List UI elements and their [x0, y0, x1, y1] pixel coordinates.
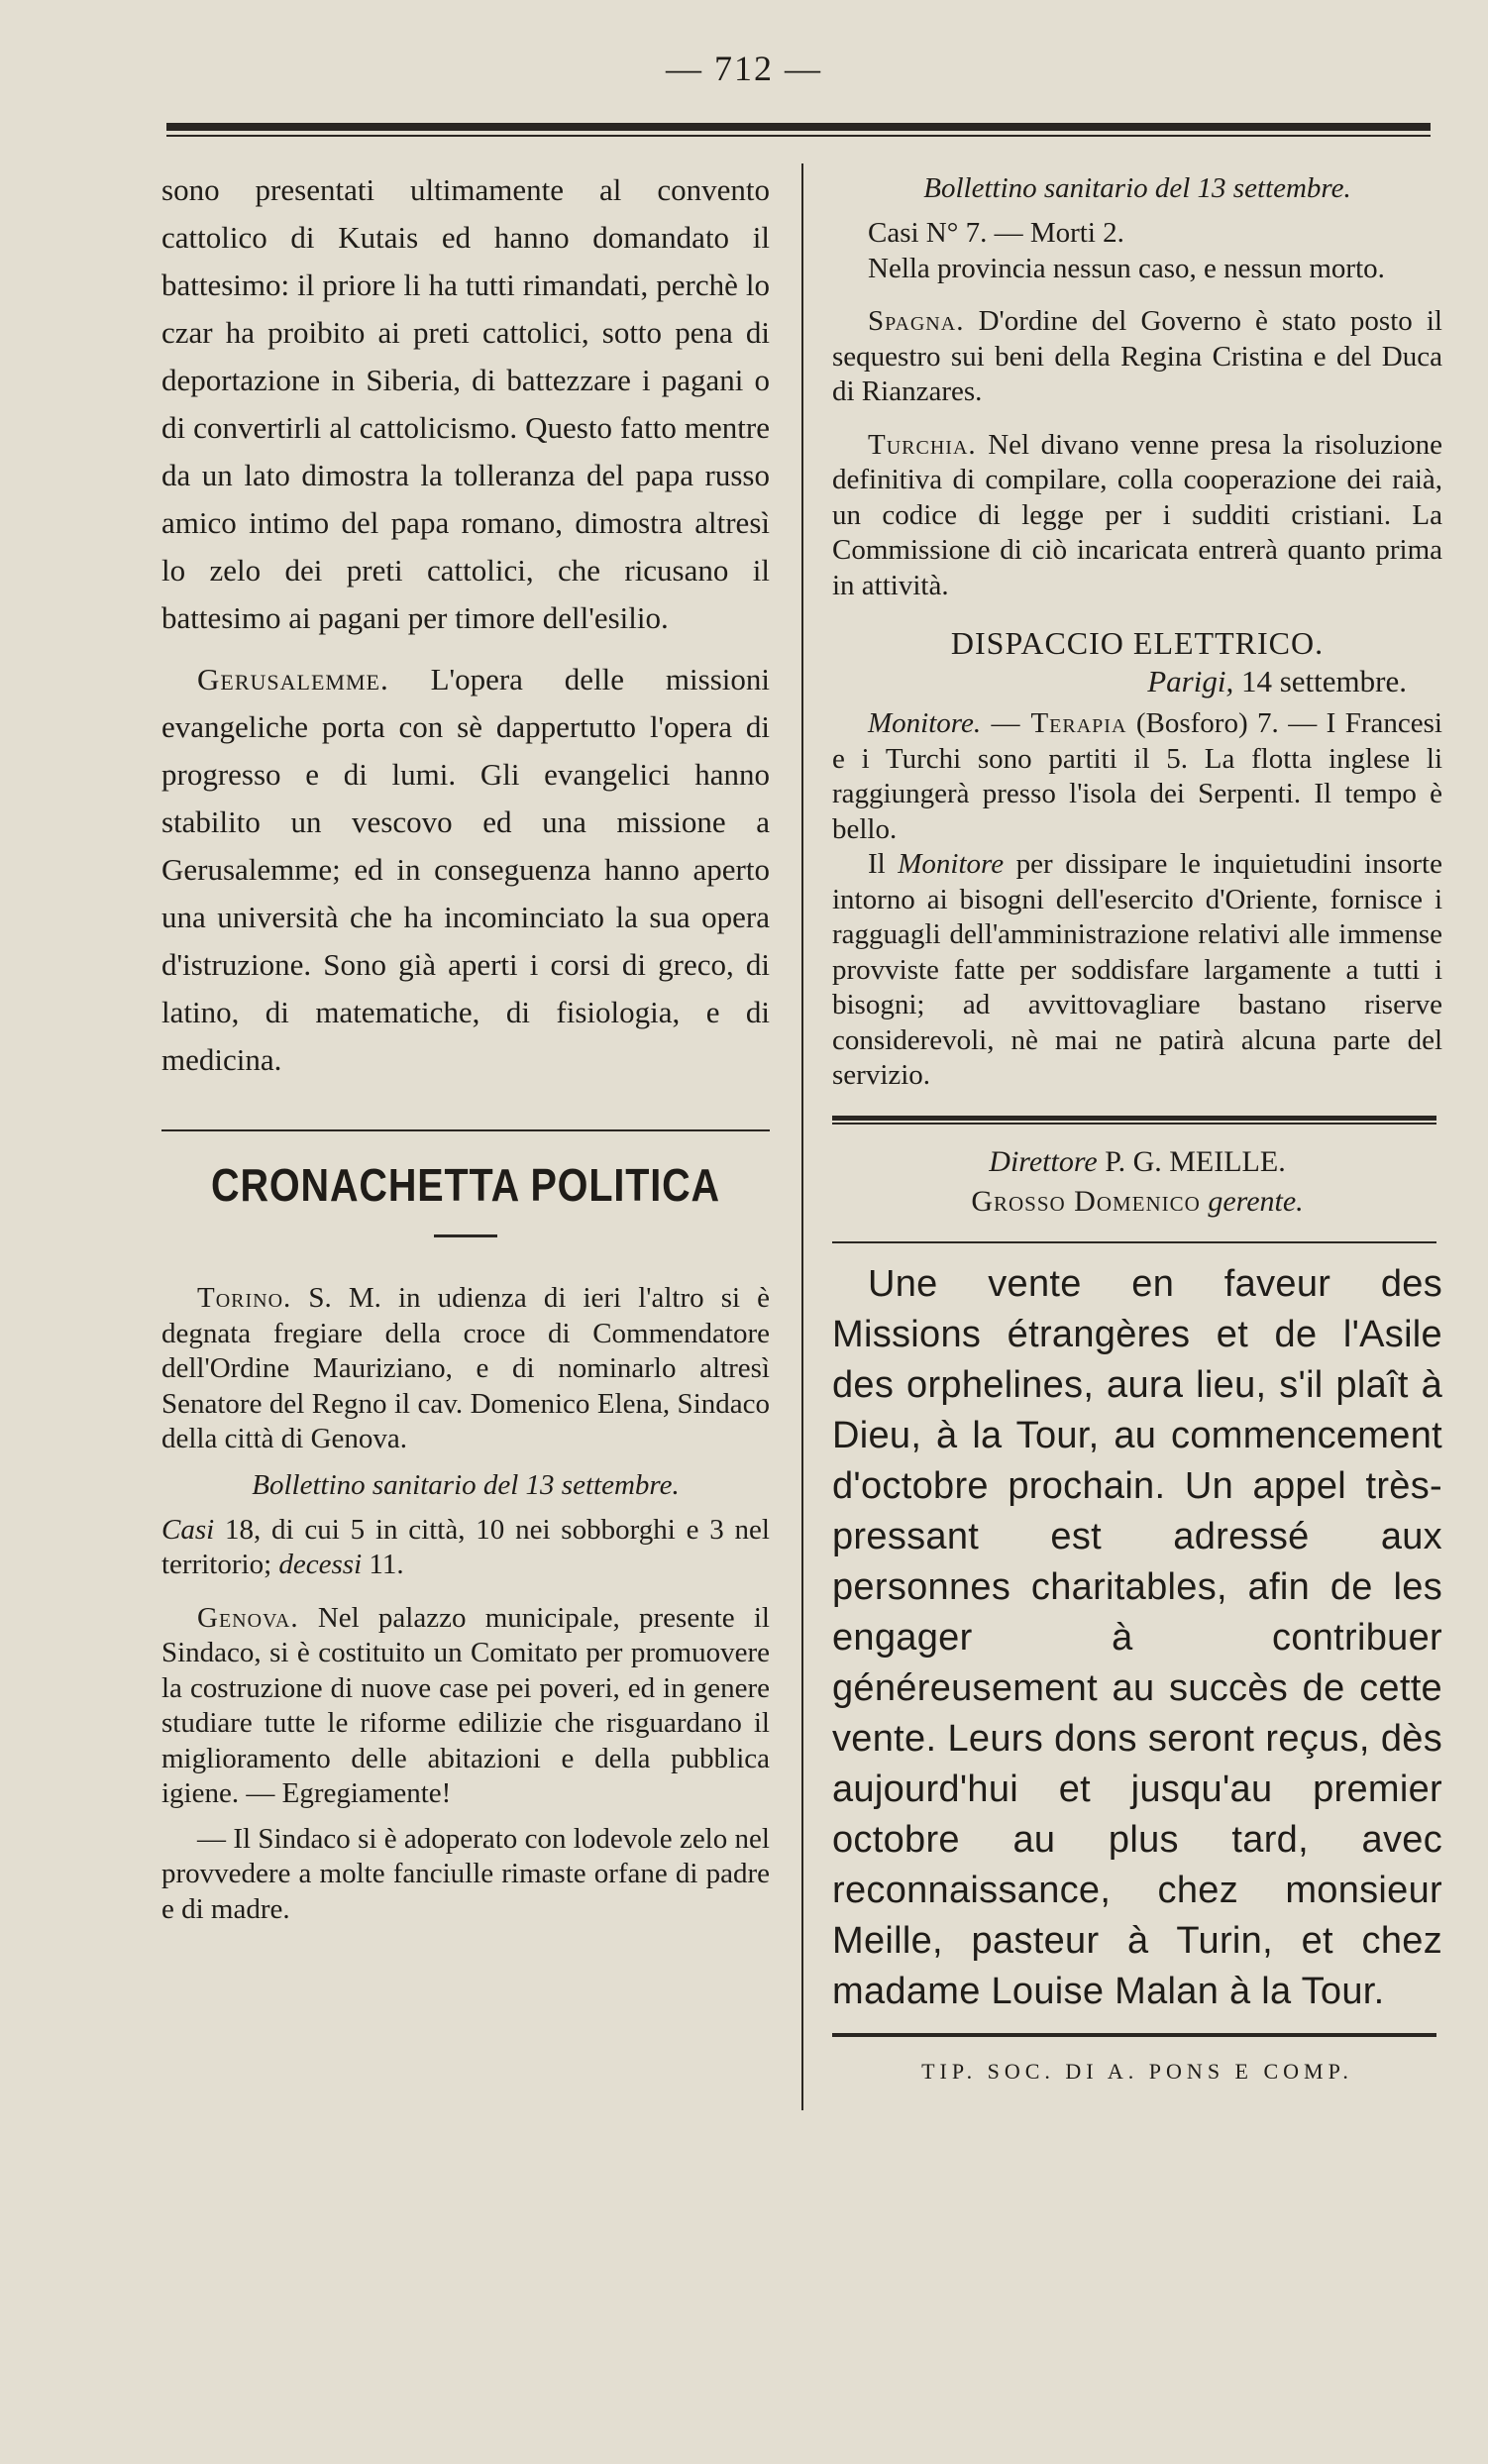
- bollettino-right-text: Bollettino sanitario del 13 settembre.: [923, 172, 1351, 204]
- casi-text: 18, di cui 5 in città, 10 nei sobborghi e 3 nel territorio;: [161, 1513, 770, 1580]
- lead-turchia: Turchia.: [868, 428, 977, 461]
- lead-genova: Genova.: [197, 1601, 299, 1634]
- casi-label: Casi: [161, 1513, 215, 1546]
- gerente-label: gerente.: [1200, 1184, 1304, 1218]
- text-gerusalemme: L'opera delle missioni evangeliche porta con sè dappertutto l'opera di progresso e di lumi. Gli evangelici hanno stabilito un vescovo ed una missione a Gerusalemme; ed in conseguenza hanno aperto una università che ha incominciato la sua opera d'istruzione. Sono già aperti i corsi di greco, di latino, di matematiche, di fisiologia, e di medicina.: [161, 662, 770, 1077]
- lead-gerusalemme: Gerusalemme.: [197, 662, 389, 696]
- il-word: Il: [868, 848, 899, 880]
- section-rule: [161, 1129, 770, 1131]
- printer-line: TIP. SOC. DI A. PONS E COMP.: [921, 2058, 1353, 2084]
- news-turchia: [832, 428, 1442, 604]
- news-monitore: [832, 847, 1442, 1094]
- left-column: [161, 166, 770, 1927]
- text-spagna: D'ordine del Governo è stato posto il sequestro sui beni della Regina Cristina e del Duca di Rianzares.: [832, 305, 1442, 407]
- right-column: [832, 166, 1442, 2085]
- title-underline: [434, 1234, 497, 1237]
- casi-left: [161, 1513, 770, 1583]
- lead-spagna: Spagna.: [868, 305, 965, 337]
- gerente-name: Grosso Domenico: [971, 1184, 1201, 1218]
- news-sindaco: — Il Sindaco si è adoperato con lodevole zelo nel provvedere a molte fanciulle rimaste orfane di padre e di madre.: [161, 1822, 770, 1925]
- text-torino: S. M. in udienza di ieri l'altro si è degnata fregiare della croce di Commendatore dell'Ordine Mauriziano, e di nominarlo altresì Senatore del Regno il cav. Domenico Elena, Sindaco della città di Genova.: [161, 1282, 770, 1454]
- lead-terapia: — Terapia: [981, 707, 1127, 739]
- news-torino: [161, 1281, 770, 1457]
- text-terapia: (Bosforo) 7. — I Francesi e i Turchi sono partiti il 5. La flotta inglese li raggiungerà presso l'isola dei Serpenti. Il tempo è bello.: [832, 707, 1442, 845]
- credit-gerente: [832, 1182, 1442, 1222]
- text-genova: Nel palazzo municipale, presente il Sindaco, si è costituito un Comitato per promuovere la costruzione di nuove case pei poveri, ed in genere studiare tutte le riforme edilizie che risguardano il miglioramento delle abitazioni e della pubblica igiene. — Egregiamente!: [161, 1601, 770, 1809]
- news-spagna: [832, 304, 1442, 410]
- bollettino-right: [832, 170, 1442, 206]
- text-turchia: Nel divano venne presa la risoluzione definitiva di compilare, colla cooperazione dei raià, un codice di legge per i sudditi cristiani. La Commissione di ciò incaricata entrerà quanto prima in attività.: [832, 428, 1442, 601]
- dispaccio-title: DISPACCIO ELETTRICO.: [950, 625, 1325, 661]
- casi-morti: Casi N° 7. — Morti 2.: [868, 217, 1124, 249]
- dateline-date: 14 settembre.: [1233, 664, 1407, 698]
- header-rule: [166, 123, 1431, 131]
- monitore-word: Monitore: [898, 848, 1005, 880]
- french-notice: Une vente en faveur des Missions étrangères et de l'Asile des orphelines, aura lieu, s'il plaît à Dieu, à la Tour, au commencement d'octobre prochain. Un appel très-pressant est adressé aux personnes charitables, afin de les engager à contribuer généreusement au succès de cette vente. Leurs dons seront reçus, dès aujourd'hui et jusqu'au premier octobre au plus tard, avec reconnaissance, chez monsieur Meille, pasteur à Turin, et chez madame Louise Malan à la Tour.: [832, 1262, 1442, 2012]
- decessi-text: 11.: [362, 1549, 404, 1580]
- printer-rule: [832, 2033, 1436, 2037]
- bollettino-left: [161, 1467, 770, 1503]
- footer-rule-thin: [832, 1123, 1436, 1125]
- text-monitore: per dissipare le inquietudini insorte intorno ai bisogni dell'esercito d'Oriente, fornisce i ragguagli dell'amministrazione relativi alle immense provviste fatte per soddisfare largamente a tutti i bisogni; ad avvittovagliare bastano riserve considerevoli, nè mai ne patirà alcuna parte del servizio.: [832, 848, 1442, 1091]
- provincia: Nella provincia nessun caso, e nessun morto.: [868, 252, 1385, 284]
- dateline: [832, 663, 1407, 700]
- decessi-label: decessi: [278, 1549, 363, 1580]
- header-rule-thin: [166, 135, 1431, 137]
- news-terapia: [832, 706, 1442, 847]
- article-gerusalemme: [161, 656, 770, 1084]
- dateline-city: Parigi,: [1147, 664, 1234, 698]
- footer-rule-thick: [832, 1116, 1436, 1121]
- section-title: CRONACHETTA POLITICA: [211, 1159, 720, 1211]
- notice-rule: [832, 1241, 1436, 1243]
- credit-direttore: [832, 1142, 1442, 1182]
- direttore-label: Direttore: [989, 1144, 1098, 1178]
- bollettino-left-text: Bollettino sanitario del 13 settembre.: [252, 1468, 680, 1501]
- lead-monitore: Monitore.: [868, 707, 982, 739]
- article-kutais: sono presentati ultimamente al convento cattolico di Kutais ed hanno domandato il battesimo: il priore li ha tutti rimandati, perchè lo czar ha proibito ai preti cattolici, sotto pena di deportazione in Siberia, di battezzare i pagani o di convertirli al cattolicismo. Questo fatto mentre da un lato dimostra la tolleranza del papa russo amico intimo del papa romano, dimostra altresì lo zelo dei preti cattolici, che ricusano il battesimo ai pagani per timore dell'esilio.: [161, 172, 770, 635]
- column-divider: [801, 163, 803, 2110]
- direttore-name: P. G. MEILLE.: [1097, 1144, 1286, 1178]
- lead-torino: Torino.: [197, 1282, 292, 1314]
- news-genova: [161, 1601, 770, 1812]
- page-number: — 712 —: [666, 49, 822, 88]
